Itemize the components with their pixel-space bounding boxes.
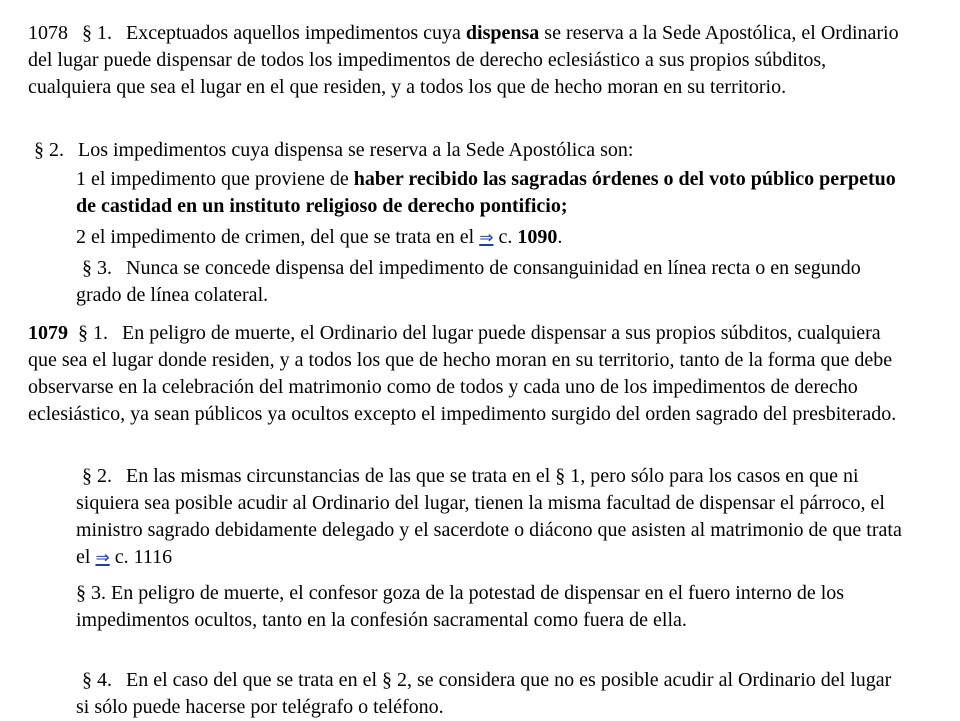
- canon-number: 1078: [28, 22, 68, 44]
- item-number: 2: [76, 226, 86, 248]
- paragraph-text: Nunca se concede dispensa del impedimento de consanguinidad en línea recta o en segundo grado de línea colateral.: [76, 257, 861, 306]
- cross-reference-link[interactable]: [95, 546, 109, 568]
- canon-1079-paragraph-4: [76, 667, 908, 721]
- paragraph-text: En el caso del que se trata en el § 2, se considera que no es posible acudir al Ordinario del lugar si sólo puede hacerse por telégrafo o teléfono.: [76, 669, 892, 718]
- paragraph-text: En peligro de muerte, el confesor goza de la potestad de dispensar en el fuero interno de los impedimentos ocultos, tanto en la confesión sacramental como fuera de ella.: [76, 582, 845, 631]
- paragraph-text: En peligro de muerte, el Ordinario del lugar puede dispensar a sus propios súbditos, cualquiera que sea el lugar donde residen, y a todos los que de hecho moran en su territorio, tanto de la forma que debe observarse en la celebración del matrimonio como de todos y cada uno de los impedimentos de derecho eclesiástico, ya sean públicos ya ocultos excepto el impedimento surgido del orden sagrado del presbiterado.: [28, 322, 897, 425]
- section-mark: § 4.: [82, 669, 112, 691]
- canon-reference-number: 1090: [517, 226, 558, 248]
- canon-1078-paragraph-2: [34, 137, 914, 164]
- paragraph-text: Exceptuados aquellos impedimentos cuya: [126, 22, 466, 44]
- canon-1078-item-1: [76, 166, 908, 220]
- right-double-arrow-icon: ⇒: [95, 548, 110, 568]
- section-mark: § 1.: [82, 22, 112, 44]
- paragraph-text: se reserva a la Sede Apostólica, el Ordinario del lugar puede dispensar de todos los impedimentos de derecho eclesiástico a sus propios súbditos, cualquiera que sea el lugar en el que residen, y a todos los que de hecho moran en su territorio.: [28, 22, 899, 98]
- section-mark: § 3.: [82, 257, 112, 279]
- canon-1079-paragraph-3: [76, 580, 908, 634]
- canon-1079-paragraph-1: [28, 320, 908, 428]
- section-mark: § 1.: [78, 322, 108, 344]
- bold-term: dispensa: [465, 22, 540, 44]
- section-mark: § 2.: [82, 465, 112, 487]
- canon-number: 1079: [28, 322, 68, 344]
- canon-1079-paragraph-2: [76, 463, 908, 572]
- bold-term: haber recibido las sagradas órdenes o del voto público perpetuo de castidad en un instituto religioso de derecho pontificio;: [76, 168, 896, 217]
- item-text: .: [557, 226, 563, 248]
- paragraph-text: Los impedimentos cuya dispensa se reserva a la Sede Apostólica son:: [78, 139, 634, 161]
- paragraph-text: En las mismas circunstancias de las que se trata en el § 1, pero sólo para los casos en que ni siquiera sea posible acudir al Ordinario del lugar, tienen la misma facultad de dispensar el párroco, el ministro sagrado debidamente delegado y el sacerdote o diácono que asisten al matrimonio de que trata el: [76, 465, 902, 568]
- item-text: c.: [493, 226, 518, 248]
- paragraph-text: c. 1116: [109, 546, 173, 568]
- section-mark: § 2.: [34, 139, 64, 161]
- section-mark: § 3.: [76, 582, 106, 604]
- canon-1078-paragraph-1: [28, 20, 908, 101]
- item-number: 1: [76, 168, 86, 190]
- canon-1078-paragraph-3: [76, 255, 908, 309]
- item-text: el impedimento de crimen, del que se trata en el: [86, 226, 480, 248]
- right-double-arrow-icon: ⇒: [479, 228, 494, 248]
- item-text: el impedimento que proviene de: [86, 168, 354, 190]
- canon-1078-item-2: [76, 224, 908, 252]
- cross-reference-link[interactable]: [479, 226, 493, 248]
